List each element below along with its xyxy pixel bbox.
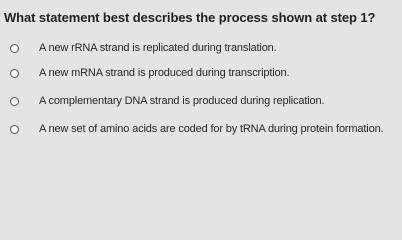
answer-option-2[interactable] bbox=[10, 64, 289, 82]
radio-button-3[interactable] bbox=[10, 97, 19, 106]
question-text: What statement best describes the process shown at step 1? bbox=[4, 10, 376, 25]
answer-label-3: A complementary DNA strand is produced during replication. bbox=[39, 95, 325, 107]
radio-button-4[interactable] bbox=[10, 125, 19, 134]
answer-option-4[interactable] bbox=[10, 120, 383, 138]
radio-button-1[interactable] bbox=[10, 44, 19, 53]
answer-label-4: A new set of amino acids are coded for by tRNA during protein formation. bbox=[39, 123, 384, 135]
radio-button-2[interactable] bbox=[10, 69, 19, 78]
answer-label-1: A new rRNA strand is replicated during translation. bbox=[39, 42, 277, 54]
answer-option-3[interactable] bbox=[10, 92, 324, 110]
answer-label-2: A new mRNA strand is produced during transcription. bbox=[39, 67, 290, 79]
answer-option-1[interactable] bbox=[10, 39, 277, 57]
